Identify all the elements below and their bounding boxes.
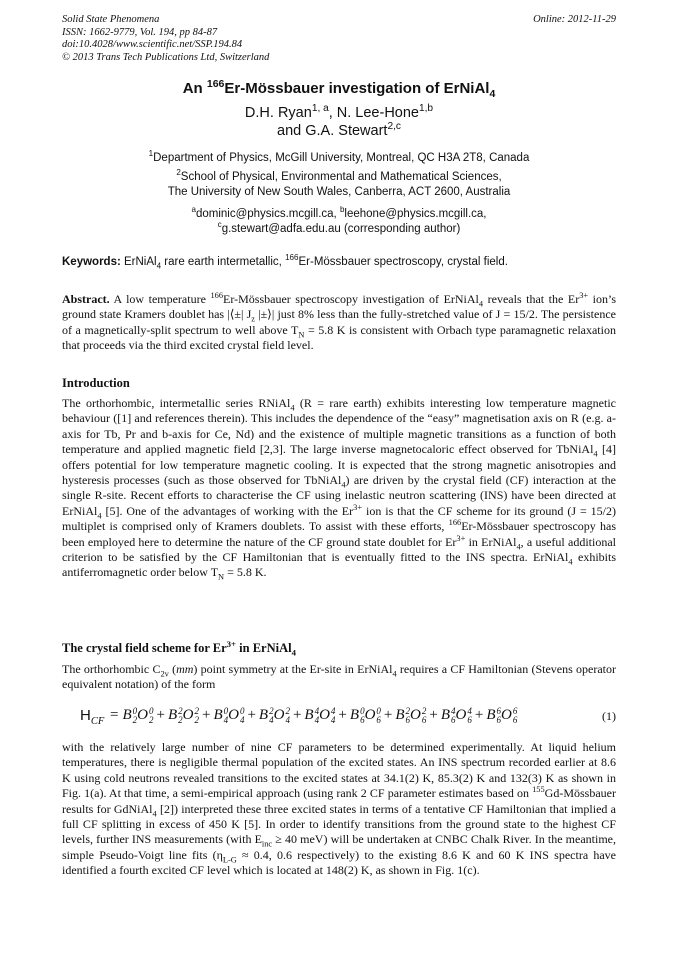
cf-text: [2]) interpreted these three excited states in terms of a tentative CF Hamiltonian that implied a full CF splitting in excess of 450 K [5]. In order to identify transitions from the ground state to the highest CF levels, further INS measurements (with E bbox=[62, 801, 616, 847]
eq-o-superscript: 4 bbox=[467, 706, 472, 716]
cf-sub: inc bbox=[261, 839, 273, 849]
cf-text: ) point symmetry at the Er-site in ErNiAl bbox=[193, 662, 393, 676]
eq-b-subscript: 6 bbox=[496, 715, 502, 725]
abstract bbox=[62, 292, 616, 354]
email-sup: b bbox=[339, 205, 345, 215]
intro-text: ion is that the CF scheme for its ground (J = 15/2) multiplet is comprised only of Kramers doublets. To assist with these efforts, bbox=[62, 503, 616, 534]
cf-sub: 4 bbox=[392, 669, 397, 679]
abstract-sub: z bbox=[251, 314, 255, 324]
eq-term bbox=[168, 707, 199, 725]
intro-text: , a useful additional criterion to be satisfied by the CF Hamiltonian that is eventually fitted to the INS spectra. ErNiAl bbox=[62, 534, 616, 565]
intro-text: exhibits antiferromagnetic order below T bbox=[62, 550, 617, 580]
intro-text: Er-Mössbauer spectroscopy has been employed here to determine the nature of the CF ground state doublet for Er bbox=[62, 519, 617, 549]
intro-text: [4] offers potential for low temperature magnetic cooling. It is expected that the strong magnetic anisotropies and hysteresis processes (such as those observed for TbNiAl bbox=[62, 442, 616, 488]
title-sub: 4 bbox=[489, 88, 496, 100]
eq-b-base: B bbox=[122, 707, 132, 724]
abstract-sub: 4 bbox=[478, 299, 484, 309]
copyright-line: © 2013 Trans Tech Publications Ltd, Switzerland bbox=[62, 51, 270, 63]
eq-b-symbol bbox=[486, 707, 501, 723]
affil-text: School of Physical, Environmental and Mathematical Sciences, bbox=[180, 171, 502, 183]
cf-intro-paragraph bbox=[62, 662, 616, 693]
eq-o-symbol bbox=[183, 707, 199, 723]
cf-text: ( bbox=[168, 662, 177, 676]
abstract-sup: 3+ bbox=[579, 291, 589, 300]
eq-b-base: B bbox=[486, 707, 496, 724]
affil-sup: 2 bbox=[176, 168, 181, 178]
eq-o-symbol bbox=[137, 707, 153, 723]
eq-plus: + bbox=[156, 707, 165, 724]
abstract-text: A low temperature bbox=[109, 292, 211, 306]
eq-o-subscript: 4 bbox=[330, 715, 336, 725]
intro-sup: 3+ bbox=[353, 502, 363, 512]
eq-o-base: O bbox=[228, 707, 239, 724]
abstract-text: Er-Mössbauer spectroscopy investigation of ErNiAl bbox=[223, 292, 479, 306]
cf-text: ≈ 0.4, 0.6 respectively) to the existing 8.6 K and 60 K INS spectra have identified a fourth excited CF level which is located at 148(2) K, as shown in Fig. 1(c). bbox=[62, 847, 616, 878]
eq-o-symbol bbox=[410, 707, 426, 723]
eq-b-base: B bbox=[167, 707, 178, 724]
intro-text: ) are driven by the crystal field (CF) interaction at the single R-site. Recent efforts to characterise the CF using inelastic neutron scattering (INS) have been directed at ErNiAl bbox=[62, 473, 616, 518]
email-ryan[interactable]: dominic@physics.mcgill.ca, bbox=[195, 208, 340, 220]
eq-o-base: O bbox=[455, 707, 467, 724]
eq-o-subscript: 2 bbox=[148, 715, 154, 725]
eq-o-superscript: 2 bbox=[194, 706, 199, 716]
eq-o-superscript: 2 bbox=[421, 706, 427, 716]
author-sup: 1,b bbox=[418, 103, 434, 115]
eq-term bbox=[486, 707, 517, 725]
abstract-sup: 166 bbox=[210, 291, 224, 300]
eq-o-subscript: 2 bbox=[194, 715, 199, 725]
eq-o-base: O bbox=[182, 707, 194, 724]
eq-b-subscript: 6 bbox=[451, 715, 456, 725]
author-lee-hone: N. Lee-Hone bbox=[336, 105, 419, 121]
eq-b-base: B bbox=[304, 707, 314, 724]
intro-sub: 4 bbox=[516, 542, 521, 552]
eq-o-indices bbox=[467, 707, 472, 725]
heading-text: The crystal field scheme for Er bbox=[62, 641, 227, 655]
eq-equals: = bbox=[110, 707, 119, 724]
eq-b-symbol bbox=[122, 707, 137, 723]
cf-text: Gd-Mössbauer results for GdNiAl bbox=[62, 786, 616, 816]
eq-b-subscript: 2 bbox=[132, 715, 138, 725]
eq-o-symbol bbox=[456, 707, 472, 723]
keywords-label: Keywords: bbox=[62, 256, 121, 268]
eq-plus: + bbox=[292, 707, 302, 724]
doi-line: doi:10.4028/www.scientific.net/SSP.194.84 bbox=[62, 39, 243, 50]
keywords-text: Er-Mössbauer spectroscopy, crystal field. bbox=[298, 256, 508, 268]
journal-header bbox=[62, 14, 616, 64]
intro-sub: 4 bbox=[290, 403, 295, 413]
heading-sub: 4 bbox=[291, 647, 296, 658]
eq-o-subscript: 4 bbox=[285, 715, 290, 725]
eq-b-superscript: 2 bbox=[178, 706, 183, 716]
equation-rhs bbox=[110, 707, 517, 725]
eq-o-indices bbox=[194, 707, 199, 725]
eq-o-indices bbox=[376, 707, 381, 725]
cf-text: ≥ 40 meV) will be undertaken at CNBC Chalk River. In the meantime, simple Pseudo-Voigt line fits (η bbox=[62, 832, 616, 862]
intro-text: = 5.8 K. bbox=[224, 565, 267, 580]
intro-text: The orthorhombic, intermetallic series RNiAl bbox=[62, 396, 291, 410]
eq-term bbox=[122, 707, 153, 725]
cf-text: requires a CF Hamiltonian (Stevens operator equivalent notation) of the form bbox=[62, 662, 616, 692]
paper-title bbox=[62, 78, 616, 100]
heading-text: in ErNiAl bbox=[236, 641, 292, 655]
eq-o-subscript: 6 bbox=[421, 715, 427, 725]
keywords bbox=[62, 253, 616, 271]
cf-main-paragraph bbox=[62, 740, 616, 879]
title-text: An bbox=[182, 80, 207, 97]
affil-text: Department of Physics, McGill University, Montreal, QC H3A 2T8, Canada bbox=[153, 152, 530, 164]
intro-text: [5]. One of the advantages of working with the Er bbox=[101, 503, 354, 518]
eq-b-symbol bbox=[304, 707, 319, 723]
author-stewart: and G.A. Stewart bbox=[277, 123, 388, 139]
author-sep: , bbox=[328, 105, 337, 121]
intro-sup: 166 bbox=[448, 518, 462, 528]
eq-b-base: B bbox=[440, 707, 451, 724]
eq-b-base: B bbox=[349, 707, 360, 724]
cf-sub: 4 bbox=[152, 809, 157, 819]
eq-b-symbol bbox=[395, 707, 410, 723]
eq-b-subscript: 2 bbox=[178, 715, 183, 725]
eq-h-sub: CF bbox=[90, 716, 105, 727]
eq-b-subscript: 4 bbox=[314, 715, 320, 725]
eq-o-indices bbox=[331, 707, 336, 725]
eq-term bbox=[259, 707, 290, 725]
intro-sub: 4 bbox=[341, 480, 346, 490]
keywords-sub: 4 bbox=[156, 261, 162, 271]
eq-b-subscript: 4 bbox=[223, 715, 229, 725]
issn-line: ISSN: 1662-9779, Vol. 194, pp 84-87 bbox=[62, 26, 218, 38]
eq-b-base: B bbox=[395, 707, 405, 724]
eq-o-indices bbox=[285, 707, 290, 725]
eq-term bbox=[441, 707, 472, 725]
email-sup: a bbox=[191, 205, 196, 215]
affiliation-1 bbox=[62, 151, 616, 166]
author-sup: 2,c bbox=[387, 121, 401, 133]
intro-sub: 4 bbox=[568, 557, 573, 567]
abstract-text: ion’s ground state Kramers doublet has |⟨±| J bbox=[62, 292, 617, 322]
eq-o-subscript: 6 bbox=[512, 715, 518, 725]
eq-o-subscript: 6 bbox=[467, 715, 472, 725]
eq-b-symbol bbox=[213, 707, 228, 723]
abstract-sub: N bbox=[298, 330, 305, 340]
eq-b-superscript: 0 bbox=[223, 706, 229, 716]
heading-sup: 3+ bbox=[226, 638, 237, 649]
eq-plus: + bbox=[201, 707, 211, 724]
eq-h: H bbox=[80, 707, 91, 724]
eq-o-indices bbox=[149, 707, 154, 725]
intro-text: in ErNiAl bbox=[465, 534, 517, 549]
email-list bbox=[62, 207, 616, 237]
eq-b-symbol bbox=[350, 707, 365, 723]
eq-b-superscript: 4 bbox=[314, 706, 320, 716]
eq-plus: + bbox=[338, 707, 347, 724]
eq-b-superscript: 2 bbox=[269, 706, 274, 716]
abstract-text: reveals that the Er bbox=[483, 292, 580, 306]
online-date: Online: 2012-11-29 bbox=[533, 14, 616, 25]
eq-b-symbol bbox=[259, 707, 274, 723]
intro-text: (R = rare earth) exhibits interesting low temperature magnetic behaviour ([1] and references therein). This includes the dependence of the “easy” magnetisation axis on R (e.g. a-axis for Tb, Pr and b-axis for Ce, Nd) and the existence of multiple magnetic transitions as a function of both temperature and applied magnetic field [2,3]. The large inverse magnetocaloric effect observed for TbNiAl bbox=[62, 396, 616, 457]
eq-o-base: O bbox=[273, 707, 285, 724]
eq-b-symbol bbox=[168, 707, 183, 723]
eq-b-superscript: 6 bbox=[496, 706, 502, 716]
eq-o-indices bbox=[513, 707, 518, 725]
eq-o-symbol bbox=[501, 707, 517, 723]
eq-o-superscript: 0 bbox=[376, 706, 381, 716]
eq-plus: + bbox=[247, 707, 256, 724]
eq-o-superscript: 2 bbox=[285, 706, 290, 716]
equation-lhs bbox=[80, 707, 105, 727]
eq-b-subscript: 4 bbox=[269, 715, 274, 725]
eq-o-subscript: 4 bbox=[239, 715, 245, 725]
abstract-label: Abstract. bbox=[62, 292, 110, 306]
eq-o-superscript: 6 bbox=[512, 706, 518, 716]
email-sup: c bbox=[217, 220, 222, 230]
eq-o-symbol bbox=[319, 707, 335, 723]
affil-sup: 1 bbox=[148, 149, 154, 159]
author-ryan: D.H. Ryan bbox=[244, 105, 312, 121]
eq-plus: + bbox=[429, 707, 438, 724]
intro-sub: 4 bbox=[97, 511, 102, 521]
author-list bbox=[62, 104, 616, 140]
eq-o-base: O bbox=[137, 707, 148, 724]
eq-o-symbol bbox=[228, 707, 244, 723]
journal-name: Solid State Phenomena bbox=[62, 14, 160, 25]
eq-o-indices bbox=[422, 707, 427, 725]
eq-b-superscript: 2 bbox=[405, 706, 411, 716]
eq-b-subscript: 6 bbox=[360, 715, 365, 725]
eq-o-superscript: 0 bbox=[239, 706, 245, 716]
eq-o-symbol bbox=[274, 707, 290, 723]
eq-plus: + bbox=[474, 707, 484, 724]
eq-b-base: B bbox=[258, 707, 269, 724]
equation-number: (1) bbox=[602, 709, 616, 723]
cf-sup: 155 bbox=[532, 785, 545, 795]
affil-text: The University of New South Wales, Canberra, ACT 2600, Australia bbox=[167, 186, 511, 198]
cf-text: The orthorhombic C bbox=[62, 662, 161, 676]
eq-b-symbol bbox=[441, 707, 456, 723]
eq-b-superscript: 4 bbox=[451, 706, 456, 716]
eq-b-superscript: 0 bbox=[360, 706, 365, 716]
eq-o-symbol bbox=[365, 707, 381, 723]
abstract-text: |±⟩| just 8% less than the fully-stretched value of J = 15/2. The persistence of a magnetically-split spectrum to well above T bbox=[62, 307, 616, 337]
abstract-text: = 5.8 K is consistent with Orbach type paramagnetic relaxation that proceeds via the third excited crystal field level. bbox=[62, 322, 616, 353]
title-text-main: Er-Mössbauer investigation of ErNiAl bbox=[224, 80, 490, 97]
eq-b-base: B bbox=[213, 707, 223, 724]
eq-o-superscript: 0 bbox=[148, 706, 154, 716]
keywords-text: ErNiAl bbox=[120, 256, 157, 268]
intro-sub: N bbox=[218, 572, 225, 582]
affiliation-2 bbox=[62, 170, 616, 200]
eq-o-indices bbox=[240, 707, 245, 725]
eq-b-superscript: 0 bbox=[132, 706, 138, 716]
eq-o-base: O bbox=[364, 707, 376, 724]
keywords-text: rare earth intermetallic, bbox=[161, 256, 286, 268]
eq-plus: + bbox=[383, 707, 393, 724]
eq-b-subscript: 6 bbox=[405, 715, 411, 725]
eq-o-superscript: 4 bbox=[330, 706, 336, 716]
eq-term bbox=[304, 707, 335, 725]
introduction-paragraph bbox=[62, 396, 616, 581]
eq-o-base: O bbox=[410, 707, 421, 724]
author-sup: 1, a bbox=[311, 103, 329, 115]
intro-sup: 3+ bbox=[456, 533, 466, 543]
eq-term bbox=[395, 707, 426, 725]
intro-sub: 4 bbox=[593, 449, 598, 459]
eq-o-base: O bbox=[501, 707, 512, 724]
eq-o-subscript: 6 bbox=[376, 715, 381, 725]
title-sup: 166 bbox=[206, 78, 225, 90]
keywords-sup: 166 bbox=[285, 253, 299, 263]
eq-term bbox=[350, 707, 381, 725]
cf-sub: L-G bbox=[222, 855, 237, 865]
eq-o-base: O bbox=[319, 707, 330, 724]
section-heading-crystal-field bbox=[62, 638, 296, 658]
cf-italic: mm bbox=[176, 662, 194, 676]
cf-text: with the relatively large number of nine CF parameters to be determined experimentally. At liquid helium temperatures, there is negligible thermal population of the excited states. An INS spectrum recorded earlier at 8.6 K using cold neutrons revealed transitions to the excited states at 34.1(2) K, 85.3(2) K and 132(3) K as shown in Fig. 1(a). At that time, a semi-empirical approach (using rank 2 CF parameter estimates based on bbox=[62, 740, 616, 801]
cf-sub: 2v bbox=[160, 669, 169, 679]
equation-1 bbox=[62, 707, 616, 731]
eq-term bbox=[213, 707, 244, 725]
email-stewart[interactable]: g.stewart@adfa.edu.au (corresponding author) bbox=[221, 223, 461, 235]
section-heading-introduction: Introduction bbox=[62, 376, 130, 390]
email-lee-hone[interactable]: leehone@physics.mcgill.ca, bbox=[344, 208, 487, 220]
